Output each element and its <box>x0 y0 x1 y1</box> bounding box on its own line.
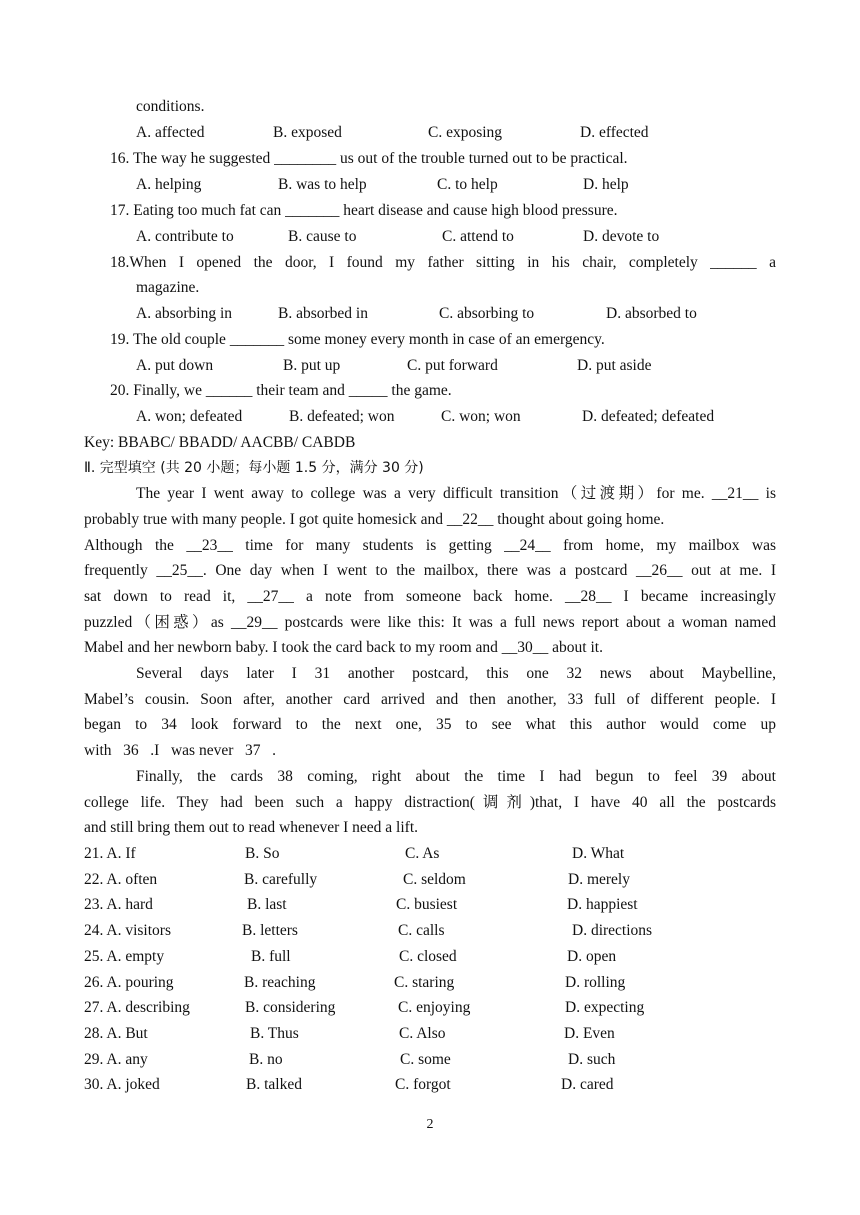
option: D. defeated; defeated <box>582 408 715 425</box>
option: 30. A. joked <box>84 1076 160 1093</box>
option: B. So <box>245 845 280 862</box>
option: D. happiest <box>567 896 638 913</box>
option: A. affected <box>136 124 205 141</box>
option: A. put down <box>136 357 214 374</box>
option: B. defeated; won <box>289 408 395 425</box>
option: B. was to help <box>278 176 367 193</box>
answer-key: Key: BBABC/ BBADD/ AACBB/ CABDB <box>84 434 356 451</box>
option: C. put forward <box>407 357 498 374</box>
option: B. last <box>247 896 287 913</box>
question-stem: 19. The old couple _______ some money every month in case of an emergency. <box>110 331 605 348</box>
question-stem-continuation: magazine. <box>136 279 200 296</box>
option: C. staring <box>394 974 455 991</box>
option: C. won; won <box>441 408 521 425</box>
option: B. considering <box>245 999 336 1016</box>
option: D. devote to <box>583 228 660 245</box>
option: A. absorbing in <box>136 305 233 322</box>
option: 29. A. any <box>84 1051 148 1068</box>
option: B. reaching <box>244 974 316 991</box>
option: B. put up <box>283 357 341 374</box>
option: C. closed <box>399 948 457 965</box>
passage-line: sat down to read it, __27__ a note from someone back home. __28__ I became increasingly <box>84 588 776 605</box>
section-heading: Ⅱ. 完型填空 (共 20 小题；每小题 1.5 分，满分 30 分) <box>84 460 424 476</box>
passage-line: Several days later I 31 another postcard, this one 32 news about Maybelline, <box>136 665 776 682</box>
option: C. seldom <box>403 871 466 888</box>
option: 27. A. describing <box>84 999 190 1016</box>
question-stem: 16. The way he suggested ________ us out of the trouble turned out to be practical. <box>110 150 628 167</box>
option: B. Thus <box>250 1025 299 1042</box>
option: D. What <box>572 845 625 862</box>
option: D. rolling <box>565 974 626 991</box>
option: C. some <box>400 1051 451 1068</box>
passage-line: puzzled（困惑）as __29__ postcards were like this: It was a full news report about a woman named <box>84 614 776 631</box>
option: C. absorbing to <box>439 305 535 322</box>
option: C. calls <box>398 922 445 939</box>
option: D. effected <box>580 124 649 141</box>
passage-line: Although the __23__ time for many students is getting __24__ from home, my mailbox was <box>84 537 776 554</box>
option: B. cause to <box>288 228 357 245</box>
passage-line: frequently __25__. One day when I went to the mailbox, there was a postcard __26__ out at me. I <box>84 562 776 579</box>
passage-line: Mabel and her newborn baby. I took the card back to my room and __30__ about it. <box>84 639 603 656</box>
question-stem: 18.When I opened the door, I found my father sitting in his chair, completely ______ a <box>110 254 776 271</box>
option: 26. A. pouring <box>84 974 174 991</box>
option: B. talked <box>246 1076 302 1093</box>
option: A. helping <box>136 176 202 193</box>
passage-line: and still bring them out to read whenever I need a lift. <box>84 819 419 836</box>
option: D. open <box>567 948 617 965</box>
option: 28. A. But <box>84 1025 148 1042</box>
passage-line: The year I went away to college was a very difficult transition（过渡期）for me. __21__ is <box>136 485 776 502</box>
passage-line: with 36 .I was never 37 . <box>84 742 276 759</box>
option: B. no <box>249 1051 283 1068</box>
option: C. exposing <box>428 124 503 141</box>
passage-line: Finally, the cards 38 coming, right about the time I had begun to feel 39 about <box>136 768 776 785</box>
passage-line: began to 34 look forward to the next one, 35 to see what this author would come up <box>84 716 776 733</box>
option: 22. A. often <box>84 871 158 888</box>
option: C. Also <box>399 1025 446 1042</box>
passage-line: Mabel’s cousin. Soon after, another card arrived and then another, 33 full of different people. I <box>84 691 776 708</box>
passage-line: college life. They had been such a happy distraction(调剂)that, I have 40 all the postcards <box>84 794 776 811</box>
option: D. merely <box>568 871 630 888</box>
option: D. put aside <box>577 357 652 374</box>
option: 21. A. If <box>84 845 136 862</box>
option: D. cared <box>561 1076 614 1093</box>
question-stem: 20. Finally, we ______ their team and _____ the game. <box>110 382 452 399</box>
question-stem: 17. Eating too much fat can _______ heart disease and cause high blood pressure. <box>110 202 618 219</box>
option: C. enjoying <box>398 999 471 1016</box>
option: D. expecting <box>565 999 645 1016</box>
option: B. letters <box>242 922 298 939</box>
option: C. forgot <box>395 1076 451 1093</box>
option: A. won; defeated <box>136 408 243 425</box>
option: D. absorbed to <box>606 305 697 322</box>
option: 25. A. empty <box>84 948 165 965</box>
option: D. such <box>568 1051 616 1068</box>
option: C. attend to <box>442 228 514 245</box>
option: B. exposed <box>273 124 342 141</box>
option: 24. A. visitors <box>84 922 171 939</box>
page-number: 2 <box>426 1117 434 1132</box>
option: 23. A. hard <box>84 896 153 913</box>
option: C. busiest <box>396 896 458 913</box>
q15-continuation: conditions. <box>136 98 205 115</box>
option: D. help <box>583 176 629 193</box>
option: D. Even <box>564 1025 615 1042</box>
option: C. As <box>405 845 440 862</box>
option: C. to help <box>437 176 498 193</box>
option: B. absorbed in <box>278 305 368 322</box>
passage-line: probably true with many people. I got quite homesick and __22__ thought about going home. <box>84 511 665 528</box>
option: B. carefully <box>244 871 318 888</box>
option: D. directions <box>572 922 653 939</box>
option: B. full <box>251 948 291 965</box>
option: A. contribute to <box>136 228 234 245</box>
